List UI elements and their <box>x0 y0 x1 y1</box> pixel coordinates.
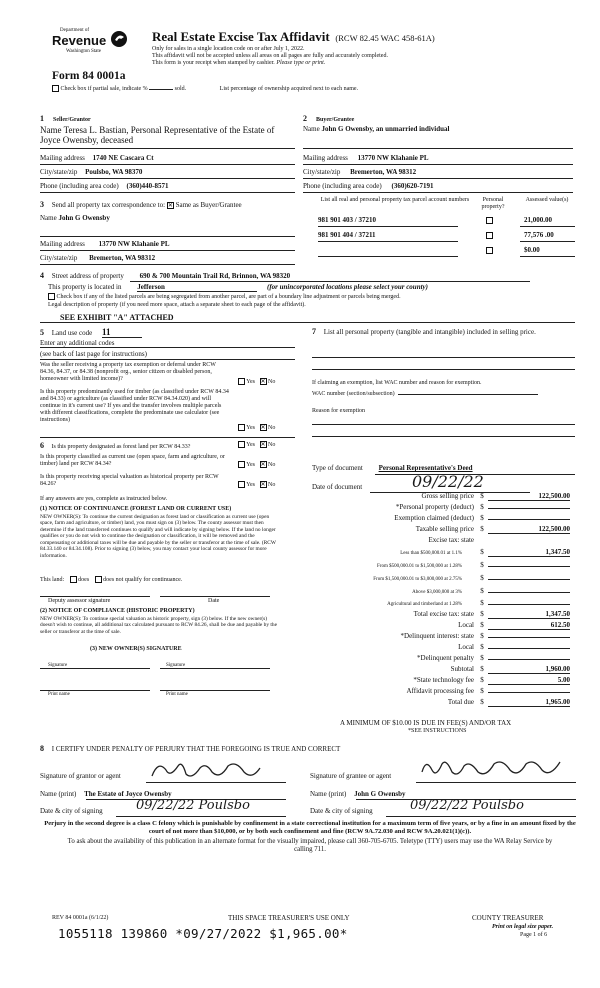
section5-num: 5 <box>40 328 44 337</box>
see-instructions-note: *SEE INSTRUCTIONS <box>408 728 467 734</box>
tax-row-gross: Gross selling price $ 122,500.00 <box>310 492 570 501</box>
tax-label: Total due <box>447 698 474 706</box>
street-value[interactable]: 690 & 700 Mountain Trail Rd, Brinnon, WA 98320 <box>139 272 291 280</box>
tax-row-exemption: Exemption claimed (deduct) $ <box>310 514 570 523</box>
treasurer-stamp: 1055118 139860 *09/27/2022 $1,965.00* <box>58 926 348 941</box>
county-row <box>48 283 578 292</box>
tax-amount[interactable]: 122,500.00 <box>488 492 570 501</box>
exemption-question: Was the seller receiving a property tax exemption or deferral under RCW 84.36, 84.37, or 84.38 (nonprofit org., senior citizen or disabled person, homeowner with limited income)? Yes ✕ No <box>40 362 276 385</box>
historic-text: Is this property receiving special valuation as historical property per RCW 84.26? <box>40 474 219 487</box>
tax-label: Local <box>458 621 474 629</box>
tax-row-local: Local $ 612.50 <box>310 621 570 630</box>
tax-amount[interactable]: 1,960.00 <box>488 665 570 674</box>
personal-property-label: List all personal property (tangible and intangible) included in selling price. <box>323 328 536 336</box>
partial-sale-label: Check box if partial sale, indicate % <box>60 85 148 92</box>
county-note: (for unincorporated locations please select your county) <box>266 283 428 291</box>
section3-num: 3 <box>40 200 44 209</box>
grantor-name-label: Name (print) <box>40 790 77 798</box>
tax-amount[interactable]: 5.00 <box>488 676 570 685</box>
seller-num: 1 <box>40 114 44 123</box>
owner-print-name-label: Print name <box>48 692 70 697</box>
grantor-sig-label: Signature of grantor or agent <box>40 772 121 780</box>
tax-label: Taxable selling price <box>415 525 474 533</box>
seller-city-label: City/state/zip <box>40 168 78 176</box>
owner2-print-name-label: Print name <box>166 692 188 697</box>
same-as-buyer-checkbox[interactable]: ✕ <box>167 202 173 209</box>
current-use-text: Is this property classified as current use (open space, farm and agriculture, or timber) land per RCW 84.34? <box>40 454 225 467</box>
seller-city-row <box>40 168 295 176</box>
grantee-sig-label: Signature of grantee or agent <box>310 772 392 780</box>
tax-label: Agricultural and timberland at 1.28% <box>387 602 462 607</box>
footer-county-treasurer: COUNTY TREASURER <box>472 914 544 922</box>
header-note-3: This form is your receipt when stamped by cashier. Please type or print. <box>152 59 326 66</box>
section3-city-row <box>40 254 295 262</box>
parcel-value[interactable]: 21,000.00 <box>524 216 552 224</box>
exemption-question-text: Was the seller receiving a property tax exemption or deferral under RCW 84.36, 84.37, or 84.38 (nonprofit org., senior citizen or disabled person, homeowner with limited income)? <box>40 362 216 382</box>
grantor-name-row <box>40 790 300 798</box>
header-notes <box>152 46 512 67</box>
seller-phone-value[interactable]: (360)440-8571 <box>126 182 169 190</box>
correspondence-row <box>40 200 295 209</box>
county-label: This property is located in <box>48 283 122 291</box>
q2-no-checkbox[interactable]: ✕ <box>260 425 266 431</box>
tax-row-tier4: Above $3,000,000 at 3% $ <box>310 587 570 596</box>
parcel-row-3 <box>318 246 576 256</box>
perjury-note: Perjury in the second degree is a class C felony which is punishable by confinement in a state correctional institution for a maximum term of five years, or by a fine in an amount fixed by the court of not more than $10,000, or by both such confinement and fine (RCW 9A.72.030 and RCW 9A.20.021(1)(c)). <box>44 820 576 835</box>
parcel-value[interactable]: $0.00 <box>524 246 540 254</box>
buyer-mailing-value[interactable]: 13770 NW Klahanie PL <box>357 154 429 162</box>
this-land-row: This land: does does not qualify for continuance. <box>40 576 183 583</box>
seller-mailing-row <box>40 154 295 162</box>
tax-amount[interactable]: 122,500.00 <box>488 525 570 534</box>
forest-question: 6 Is this property designated as forest land per RCW 84.33? Yes ✕ No <box>40 441 276 450</box>
buyer-phone-value[interactable]: (360)620-7191 <box>391 182 434 190</box>
parcel-number[interactable]: 981 901 403 / 37210 <box>318 216 376 224</box>
buyer-city-label: City/state/zip <box>303 168 341 176</box>
tax-label: *State technology fee <box>413 676 474 684</box>
buyer-city-row <box>303 168 573 176</box>
notice-compliance-text: NEW OWNER(S): To continue special valuation as historic property, sign (3) below. If the new owner(s) doesn't wish to continue, all additional tax calculated pursuant to RCW 84.26, shall be due and payable by the seller or transferor at the time of sale. <box>40 616 277 635</box>
section7-num: 7 <box>312 327 316 336</box>
seller-heading: Seller/Grantor <box>53 117 91 123</box>
doc-date-label: Date of document <box>312 483 363 491</box>
parcel-col-2: Personal property? <box>481 197 505 210</box>
personal-property-checkbox[interactable] <box>486 217 493 224</box>
parcel-row-1 <box>318 216 576 226</box>
tax-label: From $1,500,000.01 to $3,000,000 at 2.75% <box>373 577 462 582</box>
tax-label: Less than $500,000.01 at 1.1% <box>400 551 462 556</box>
owner-signature-label: Signature <box>48 663 68 668</box>
dor-logo-icon <box>110 30 128 48</box>
tax-row-tier2: From $500,000.01 to $1,500,000 at 1.28% $ <box>310 561 570 570</box>
footer-page: Page 1 of 6 <box>520 932 548 938</box>
tax-label: From $500,000.01 to $1,500,000 at 1.28% <box>377 564 462 569</box>
tax-label: Local <box>458 643 474 651</box>
buyer-mailing-row <box>303 154 573 162</box>
buyer-name-value[interactable]: John G Owensby, an unmarried individual <box>321 124 450 133</box>
certify-row <box>40 744 580 753</box>
segregated-checkbox[interactable] <box>48 293 55 300</box>
tax-row-penalty: *Delinquent penalty $ <box>310 654 570 663</box>
county-value[interactable]: Jefferson <box>137 283 257 292</box>
tax-row-total-due: Total due $ 1,965.00 <box>310 698 570 707</box>
tax-amount[interactable] <box>488 592 570 593</box>
tax-row-excise-state <box>310 536 570 545</box>
reason-label: Reason for exemption <box>312 408 365 414</box>
street-row <box>40 271 580 280</box>
buyer-name-label: Name <box>303 124 320 133</box>
section8-num: 8 <box>40 744 44 753</box>
section3-mailing-label: Mailing address <box>40 240 85 248</box>
seller-phone-row <box>40 182 295 190</box>
tax-amount[interactable]: 1,347.50 <box>488 610 570 619</box>
seller-mailing-label: Mailing address <box>40 154 85 162</box>
seller-mailing-value[interactable]: 1740 NE Cascara Ct <box>92 154 154 162</box>
partial-sale-checkbox[interactable] <box>52 85 59 92</box>
section3-mailing-value[interactable]: 13770 NW Klahanie PL <box>98 240 170 248</box>
parcel-col-1: List all real and personal property tax parcel account numbers <box>320 197 470 203</box>
buyer-phone-label: Phone (including area code) <box>303 182 382 190</box>
grantor-date-label: Date & city of signing <box>40 807 103 815</box>
forest-no-checkbox[interactable]: ✕ <box>260 442 266 448</box>
parcel-row-2 <box>318 231 576 241</box>
tax-label: *Personal property (deduct) <box>395 503 474 511</box>
tax-row-agri: Agricultural and timberland at 1.28% $ <box>310 599 570 608</box>
deputy-date-label: Date <box>208 598 220 604</box>
form-number: Form 84 0001a <box>52 70 126 82</box>
notice-continuance-heading: (1) NOTICE OF CONTINUANCE (FOREST LAND OR CURRENT USE) <box>40 506 232 512</box>
reason-row <box>312 408 577 415</box>
wac-number-label: WAC number (section/subsection) <box>312 391 395 397</box>
grantee-signature-icon[interactable] <box>418 756 568 782</box>
grantee-name-row <box>310 790 570 798</box>
section3-name-label: Name <box>40 214 57 222</box>
tax-amount[interactable] <box>488 508 570 509</box>
tax-row-delinq-state: *Delinquent interest: state $ <box>310 632 570 641</box>
grantee-date-value[interactable]: 09/22/22 Poulsbo <box>410 798 524 813</box>
certify-text: I CERTIFY UNDER PENALTY OF PERJURY THAT THE FOREGOING IS TRUE AND CORRECT <box>51 745 341 753</box>
tax-label: Above $3,000,000 at 3% <box>412 590 462 595</box>
tax-amount[interactable] <box>488 579 570 580</box>
partial-sale-list: List percentage of ownership acquired next to each name. <box>219 85 359 92</box>
buyer-heading: Buyer/Grantee <box>316 117 355 123</box>
footer-legal-size: Print on legal size paper. <box>492 924 554 930</box>
tax-row-total-state: Total excise tax: state $ 1,347.50 <box>310 610 570 619</box>
tax-row-personal: *Personal property (deduct) $ <box>310 503 570 512</box>
section3-mailing-row <box>40 240 295 248</box>
tax-row-subtotal: Subtotal $ 1,960.00 <box>310 665 570 674</box>
timber-question: Is this property predominantly used for timber (as classified under RCW 84.34 and 84.33) or agriculture (as classified under RCW 84.34.020) and will continue in it's current use? If yes and the transfer involves multiple parcels with different classifications, complete the predominate use calculator (see instructions) Yes ✕ No <box>40 389 276 431</box>
dor-wa-state: Washington State <box>66 49 102 54</box>
dor-dept-line: Department of <box>60 28 90 33</box>
buyer-name-row <box>303 125 573 133</box>
grantor-name-value[interactable]: The Estate of Joyce Owensby <box>84 790 172 798</box>
tax-amount[interactable]: 1,965.00 <box>488 698 570 707</box>
notice-compliance-heading: (2) NOTICE OF COMPLIANCE (HISTORIC PROPERTY) <box>40 608 195 614</box>
tax-row-processing: Affidavit processing fee $ <box>310 687 570 696</box>
buyer-num: 2 <box>303 114 307 123</box>
tax-label: Exemption claimed (deduct) <box>394 514 474 522</box>
historic-yes-checkbox[interactable] <box>238 481 245 488</box>
parcel-col-3: Assessed value(s) <box>525 197 569 203</box>
historic-no-checkbox[interactable]: ✕ <box>260 482 266 488</box>
tax-label: *Delinquent penalty <box>417 654 474 662</box>
additional-codes-label: Enter any additional codes <box>40 339 115 347</box>
street-label: Street address of property <box>51 272 124 280</box>
current-use-question: Is this property classified as current use (open space, farm and agriculture, or timber) land per RCW 84.34? Yes ✕ No <box>40 454 276 468</box>
grantee-date-row <box>310 798 570 815</box>
buyer-section <box>303 114 573 133</box>
tax-amount[interactable] <box>488 604 570 605</box>
land-use-value[interactable]: 11 <box>102 327 142 338</box>
does-checkbox[interactable] <box>70 576 77 583</box>
buyer-mailing-label: Mailing address <box>303 154 348 162</box>
grantor-date-row <box>40 798 300 815</box>
grantee-name-value[interactable]: John G Owensby <box>354 790 406 798</box>
dor-revenue-word: Revenue <box>52 33 107 48</box>
doc-type-label: Type of document <box>312 464 363 472</box>
parcel-number[interactable]: 981 901 404 / 37211 <box>318 231 376 239</box>
tax-label: *Delinquent interest: state <box>400 632 474 640</box>
personal-property-row <box>312 327 577 336</box>
tax-amount[interactable]: 612.50 <box>488 621 570 630</box>
section6-num: 6 <box>40 441 44 450</box>
form-title-text: Real Estate Excise Tax Affidavit <box>152 29 330 44</box>
alt-format-note: To ask about the availability of this publication in an alternate format for the visually impaired, please call 360-705-6705. Teletype (TTY) users may use the WA Relay Service by calling 711. <box>67 838 553 853</box>
this-land-label: This land: <box>40 576 65 583</box>
form-title-cite: (RCW 82.45 WAC 458-61A) <box>335 33 435 43</box>
buyer-city-value[interactable]: Bremerton, WA 98312 <box>350 168 417 176</box>
tax-row-tech-fee: *State technology fee $ 5.00 <box>310 676 570 685</box>
footer-rev: REV 84 0001a (6/1/22) <box>52 915 109 921</box>
tax-amount[interactable]: 1,347.50 <box>488 548 570 557</box>
land-use-row <box>40 327 295 338</box>
tax-amount[interactable] <box>488 566 570 567</box>
doc-type-row <box>312 464 577 472</box>
grantee-name-label: Name (print) <box>310 790 347 798</box>
grantor-date-value[interactable]: 09/22/22 Poulsbo <box>136 798 250 813</box>
timber-question-text: Is this property predominantly used for timber (as classified under RCW 84.34 and 84.33) or agriculture (as classified under RCW 84.34.020) and will continue in it's current use? If yes and the transfer involves multiple parcels with different classifications, complete the predominate use calculator (see instructions) <box>40 389 229 423</box>
footer-treasurer-use: THIS SPACE TREASURER'S USE ONLY <box>228 914 350 922</box>
section3-label: Send all property tax correspondence to: <box>51 201 166 209</box>
section4-num: 4 <box>40 271 44 280</box>
seller-section <box>40 114 295 146</box>
tax-label: Excise tax: state <box>428 536 474 544</box>
exhibit-text[interactable]: SEE EXHIBIT "A" ATTACHED <box>60 313 174 322</box>
tax-label: Gross selling price <box>421 492 474 500</box>
personal-property-checkbox[interactable] <box>486 247 493 254</box>
section3-city-value[interactable]: Bremerton, WA 98312 <box>89 254 156 262</box>
same-as-buyer-label: Same as Buyer/Grantee <box>175 201 242 209</box>
doc-date-row <box>312 472 577 491</box>
see-back-label: (see back of last page for instructions) <box>40 350 147 358</box>
owner2-signature-label: Signature <box>166 663 186 668</box>
grantor-signature-icon[interactable] <box>148 758 268 782</box>
header-note-1: Only for sales in a single location code on or after July 1, 2022. <box>152 46 305 52</box>
doc-date-value[interactable]: 09/22/22 <box>412 472 484 491</box>
section3-name-value[interactable]: John G Owensby <box>58 214 110 222</box>
seller-name-value[interactable]: Teresa L. Bastian, Personal Representative of the Estate of Joyce Owensby, deceased <box>40 124 275 146</box>
dor-logo <box>52 28 132 70</box>
new-owner-sig-heading: (3) NEW OWNER(S) SIGNATURE <box>90 646 182 652</box>
historic-question: Is this property receiving special valuation as historical property per RCW 84.26? Yes ✕ No <box>40 474 276 488</box>
tax-row-tier3: From $1,500,000.01 to $3,000,000 at 2.75% $ <box>310 574 570 583</box>
does-not-checkbox[interactable] <box>95 576 102 583</box>
forest-question-text: Is this property designated as forest land per RCW 84.33? <box>51 444 191 450</box>
seller-phone-label: Phone (including area code) <box>40 182 119 190</box>
legal-desc-label: Legal description of property (if you need more space, attach a separate sheet to each page of the affidavit). <box>48 302 306 308</box>
tax-row-delinq-local: Local $ <box>310 643 570 652</box>
land-use-label: Land use code <box>51 329 93 337</box>
q2-yes-checkbox[interactable] <box>238 424 245 431</box>
section3-city-label: City/state/zip <box>40 254 78 262</box>
grantee-date-label: Date & city of signing <box>310 807 373 815</box>
tax-label: Affidavit processing fee <box>406 687 474 695</box>
personal-property-checkbox[interactable] <box>486 232 493 239</box>
tax-label: Subtotal <box>450 665 474 673</box>
seller-name-row <box>40 125 295 146</box>
form-title <box>152 30 582 45</box>
minimum-due-note: A MINIMUM OF $10.00 IS DUE IN FEE(S) AND/OR TAX <box>340 719 512 727</box>
tax-label: Total excise tax: state <box>413 610 474 618</box>
tax-amount[interactable] <box>488 637 570 638</box>
tax-row-taxable: Taxable selling price $ 122,500.00 <box>310 525 570 534</box>
seller-city-value[interactable]: Poulsbo, WA 98370 <box>85 168 143 176</box>
if-yes-note: If any answers are yes, complete as instructed below. <box>40 496 168 502</box>
tax-row-tier1: Less than $500,000.01 at 1.1% $ 1,347.50 <box>310 548 570 557</box>
header-note-2: This affidavit will not be accepted unless all areas on all pages are fully and accurately completed. <box>152 52 388 59</box>
partial-sale-row <box>52 85 472 93</box>
segregated-row <box>48 293 578 301</box>
tax-amount[interactable] <box>488 692 570 693</box>
tax-amount[interactable] <box>488 659 570 660</box>
q1-no-checkbox[interactable]: ✕ <box>260 379 266 385</box>
deputy-signature-label: Deputy assessor signature <box>48 598 111 604</box>
partial-sale-sold: sold. <box>174 85 187 92</box>
q1-yes-checkbox[interactable] <box>238 378 245 385</box>
tax-amount[interactable] <box>488 519 570 520</box>
notice-continuance-text: NEW OWNER(S): To continue the current designation as forest land or classification as current use (open space, farm and agriculture, or timber) land, you must sign on (3) below. The county assessor must then determine if the land transferred continues to qualify and will indicate by signing below. If the land no longer qualifies or you do not wish to continue the designation or classification, it will be removed and the compensating or additional taxes will be due and payable by the seller or transferor at the time of sale. (RCW 84.33.140 or 84.34.108). Prior to signing (3) below, you may contact your local county assessor for more information. <box>40 514 276 559</box>
current-use-no-checkbox[interactable]: ✕ <box>260 462 266 468</box>
tax-amount[interactable] <box>488 648 570 649</box>
parcel-value[interactable]: 77,576 .00 <box>524 231 554 239</box>
buyer-phone-row <box>303 182 573 190</box>
wac-number-row <box>312 391 577 398</box>
current-use-yes-checkbox[interactable] <box>238 461 245 468</box>
forest-yes-checkbox[interactable] <box>238 441 245 448</box>
segregated-label: Check box if any of the listed parcels are being segregated from another parcel, are part of a boundary line adjustment or parcels being merged. <box>56 293 401 300</box>
exemption-label: If claiming an exemption, list WAC number and reason for exemption. <box>312 380 482 386</box>
section3-name-row <box>40 214 295 222</box>
doc-type-value[interactable]: Personal Representative's Deed <box>378 464 473 472</box>
seller-name-label: Name <box>40 124 62 135</box>
